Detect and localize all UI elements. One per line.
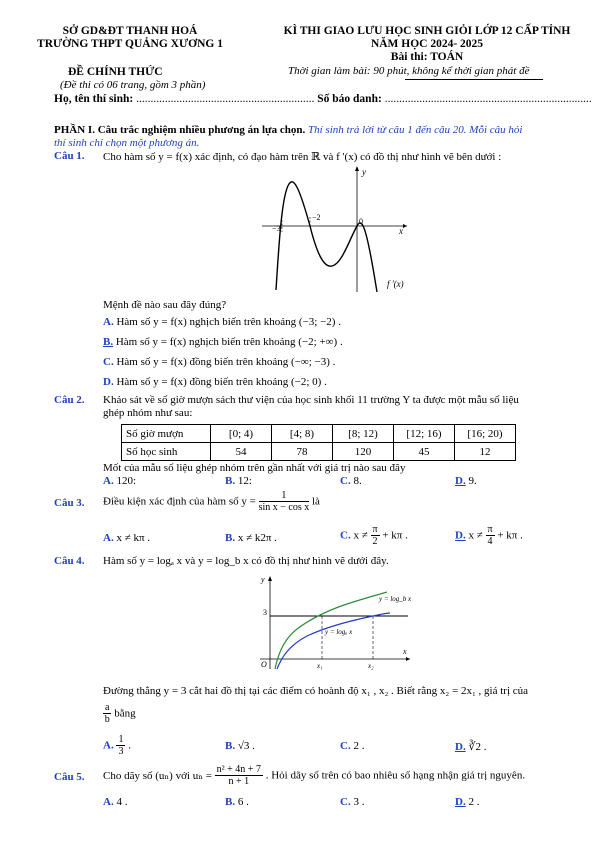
q5-text-before: Cho dãy số (uₙ) với uₙ = [103, 770, 212, 782]
table-header-cell: Số giờ mượn [122, 425, 211, 443]
frac-numerator: π [487, 524, 493, 535]
part1-instruction2: thí sinh chỉ chọn một phương án. [54, 137, 200, 149]
q4-graph [252, 572, 412, 672]
q4-x2: x₂ [368, 662, 374, 670]
frac-numerator: π [372, 524, 378, 535]
q4-option-a[interactable] [103, 734, 131, 757]
q1-y-label: y [362, 167, 366, 177]
option-letter: A. [103, 475, 114, 487]
frac-numerator: 1 [118, 734, 124, 745]
frac-denominator: 2 [372, 536, 378, 547]
q4-y-label: y [261, 575, 265, 584]
q1-graph [262, 162, 417, 297]
option-letter: D. [455, 741, 466, 753]
exam-subject: Bài thi: TOÁN [390, 51, 464, 63]
q5-option-c[interactable] [340, 796, 364, 808]
frac-denominator: 3 [118, 746, 124, 757]
x-axis-arrow-icon [406, 657, 410, 661]
frequency-table [121, 424, 516, 461]
q2-prompt: Mốt của mẫu số liệu ghép nhóm trên gần nhất với giá trị nào sau đây [103, 462, 406, 474]
q2-option-b[interactable] [225, 475, 252, 487]
part1-heading: PHẦN I. Câu trắc nghiệm nhiều phương án lựa chọn. [54, 124, 306, 136]
frac-denominator: 4 [487, 536, 493, 547]
q4-option-b[interactable] [225, 740, 255, 752]
frac-numerator: a [105, 702, 110, 713]
option-letter: D. [103, 376, 114, 388]
q1-prompt: Mệnh đề nào sau đây đúng? [103, 299, 227, 311]
table-header-cell: Số học sinh [122, 443, 211, 461]
option-letter: B. [225, 475, 236, 487]
q5-option-a[interactable] [103, 796, 127, 808]
name-dots: .............................................................. [136, 93, 315, 105]
table-row [122, 443, 516, 461]
y-axis-arrow-icon [355, 166, 359, 171]
q3-option-c[interactable] [340, 524, 408, 547]
id-label: Số báo danh: [317, 93, 382, 105]
option-fraction [371, 524, 380, 547]
exam-title: KÌ THI GIAO LƯU HỌC SINH GIỎI LỚP 12 CẤP TỈNH [283, 25, 571, 37]
option-letter: C. [340, 529, 351, 542]
dept-name: SỞ GD&ĐT THANH HOÁ [62, 25, 198, 37]
table-cell: [4; 8) [272, 425, 333, 443]
q4-option-c[interactable] [340, 740, 364, 752]
q3-text-after: là [311, 495, 320, 508]
option-text: Hàm số y = f(x) nghịch biến trên khoảng (−2; +∞) . [115, 336, 343, 348]
q1-option-a[interactable] [103, 316, 341, 328]
q3-option-d[interactable] [455, 524, 523, 547]
option-text: ∛2 . [468, 741, 487, 753]
pages-note: (Đề thi có 06 trang, gồm 3 phần) [60, 79, 206, 91]
q4-tick-3: 3 [263, 608, 267, 617]
q4-x-label: x [403, 647, 407, 656]
option-letter: A. [103, 739, 114, 752]
option-text: 3 . [353, 796, 365, 808]
q1-option-d[interactable] [103, 376, 327, 388]
option-text: x ≠ k2π . [237, 532, 277, 544]
part1-instruction: Thí sinh trả lời từ câu 1 đến câu 20. Mỗi câu hỏi [308, 124, 523, 136]
x-axis-arrow-icon [403, 224, 407, 228]
q2-text: Khảo sát về số giờ mượn sách thư viện của học sinh khối 11 trường Y ta được một mẫu số liệu [103, 394, 519, 406]
q3-option-a[interactable] [103, 532, 150, 544]
q5-text-line [103, 764, 525, 787]
q3-option-b[interactable] [225, 532, 277, 544]
frac-numerator: n² + 4n + 7 [216, 764, 261, 775]
option-letter: D. [455, 529, 466, 542]
q1-text: Cho hàm số y = f(x) xác định, có đạo hàm trên ℝ và f '(x) có đồ thị như hình vẽ bên dưới : [103, 151, 502, 163]
q1-tick-neg3: −3 [272, 224, 281, 233]
q5-option-d[interactable] [455, 796, 479, 808]
option-letter: C. [340, 475, 351, 487]
option-text: x ≠ kπ . [116, 532, 151, 544]
part1-heading-line [54, 124, 522, 136]
table-cell: 78 [272, 443, 333, 461]
q2-option-d[interactable] [455, 475, 477, 487]
option-text: Hàm số y = f(x) nghịch biến trên khoảng (−3; −2) . [116, 316, 341, 328]
q4-text: Hàm số y = logₐ x và y = log_b x có đồ thị như hình vẽ dưới đây. [103, 555, 389, 567]
table-cell: [16; 20) [455, 425, 516, 443]
q3-text-before: Điều kiện xác định của hàm số y = [103, 495, 256, 508]
option-fraction [116, 734, 125, 757]
candidate-name-line [54, 93, 592, 105]
q1-option-c[interactable] [103, 356, 335, 368]
table-row [122, 425, 516, 443]
q3-text-line [103, 490, 320, 513]
option-fraction [486, 524, 495, 547]
q5-option-b[interactable] [225, 796, 249, 808]
q1-label: Câu 1. [54, 150, 85, 162]
option-text: 120: [116, 475, 137, 487]
option-text: Hàm số y = f(x) đồng biến trên khoảng (−2; 0) . [116, 376, 327, 388]
option-text: 8. [353, 475, 362, 487]
divider [405, 79, 543, 80]
q1-x-label: x [399, 226, 403, 236]
table-cell: 54 [211, 443, 272, 461]
q4-x1: x₁ [317, 662, 323, 670]
q2-label: Câu 2. [54, 394, 85, 406]
derivative-curve [276, 182, 377, 292]
option-letter: B. [103, 336, 114, 348]
table-cell: 120 [333, 443, 394, 461]
table-cell: [12; 16) [394, 425, 455, 443]
option-text: √3 . [237, 740, 255, 752]
exam-year: NĂM HỌC 2024- 2025 [370, 38, 484, 50]
option-text: 6 . [237, 796, 249, 808]
option-letter: A. [103, 316, 114, 328]
table-cell: 12 [455, 443, 516, 461]
frac-denominator: n + 1 [228, 776, 250, 787]
option-letter: D. [455, 796, 466, 808]
q4-text2: Đường thẳng y = 3 cắt hai đồ thị tại các điểm có hoành độ x₁ , x₂ . Biết rằng x₂ = 2x₁ , giá trị của [103, 685, 529, 697]
option-letter: B. [225, 532, 236, 544]
name-label: Họ, tên thí sinh: [54, 93, 134, 105]
q4-curve-a-label: y = logₐ x [325, 628, 353, 636]
table-cell: 45 [394, 443, 455, 461]
option-letter: C. [340, 796, 351, 808]
option-letter: B. [225, 796, 236, 808]
school-name: TRƯỜNG THPT QUẢNG XƯƠNG 1 [37, 38, 223, 50]
option-text: 2 . [353, 740, 365, 752]
q5-label: Câu 5. [54, 771, 85, 783]
option-letter: A. [103, 796, 114, 808]
q4-option-d[interactable] [455, 740, 486, 753]
table-cell: [8; 12) [333, 425, 394, 443]
q4-text3: bằng [114, 707, 136, 720]
q1-curve-label: f '(x) [387, 279, 404, 289]
q4-origin: O [261, 660, 267, 669]
y-axis-arrow-icon [268, 576, 272, 581]
option-letter: C. [340, 740, 351, 752]
q4-text3-line [103, 702, 136, 725]
q1-option-b[interactable] [103, 336, 343, 348]
option-text: Hàm số y = f(x) đồng biến trên khoảng (−∞; −3) . [116, 356, 336, 368]
q5-text-after: . Hỏi dãy số trên có bao nhiêu số hạng nhận giá trị nguyên. [265, 769, 526, 782]
option-text: 4 . [116, 796, 128, 808]
option-text: 12: [237, 475, 252, 487]
frac-denominator: b [104, 714, 110, 725]
exam-time: Thời gian làm bài: 90 phút, không kể thời gian phát đề [288, 65, 530, 77]
q4-curve-b-label: y = log_b x [379, 595, 412, 603]
option-text: 9. [468, 475, 477, 487]
q1-tick-0: 0 [359, 217, 363, 226]
table-cell: [0; 4) [211, 425, 272, 443]
option-letter: D. [455, 475, 466, 487]
option-letter: A. [103, 532, 114, 544]
option-text: 2 . [468, 796, 480, 808]
q2-option-c[interactable] [340, 475, 362, 487]
option-letter: C. [103, 356, 114, 368]
option-post: + kπ . [497, 529, 523, 542]
q1-tick-neg2: −2 [312, 213, 321, 222]
option-letter: B. [225, 740, 236, 752]
frac-numerator: 1 [259, 490, 310, 502]
q5-fraction [215, 764, 263, 787]
official-label: ĐỀ CHÍNH THỨC [68, 66, 163, 78]
q2-option-a[interactable] [103, 475, 136, 487]
q4-label: Câu 4. [54, 555, 85, 567]
q4-fraction [103, 702, 111, 725]
frac-denominator: sin x − cos x [258, 502, 310, 513]
q2-text2: ghép nhóm như sau: [103, 407, 193, 419]
option-post: + kπ . [382, 529, 408, 542]
option-pre: x ≠ [353, 529, 368, 542]
option-post: . [128, 739, 131, 752]
q3-fraction [259, 490, 310, 513]
option-pre: x ≠ [468, 529, 483, 542]
q3-label: Câu 3. [54, 497, 85, 509]
id-dots: ........................................................................ [384, 93, 592, 105]
